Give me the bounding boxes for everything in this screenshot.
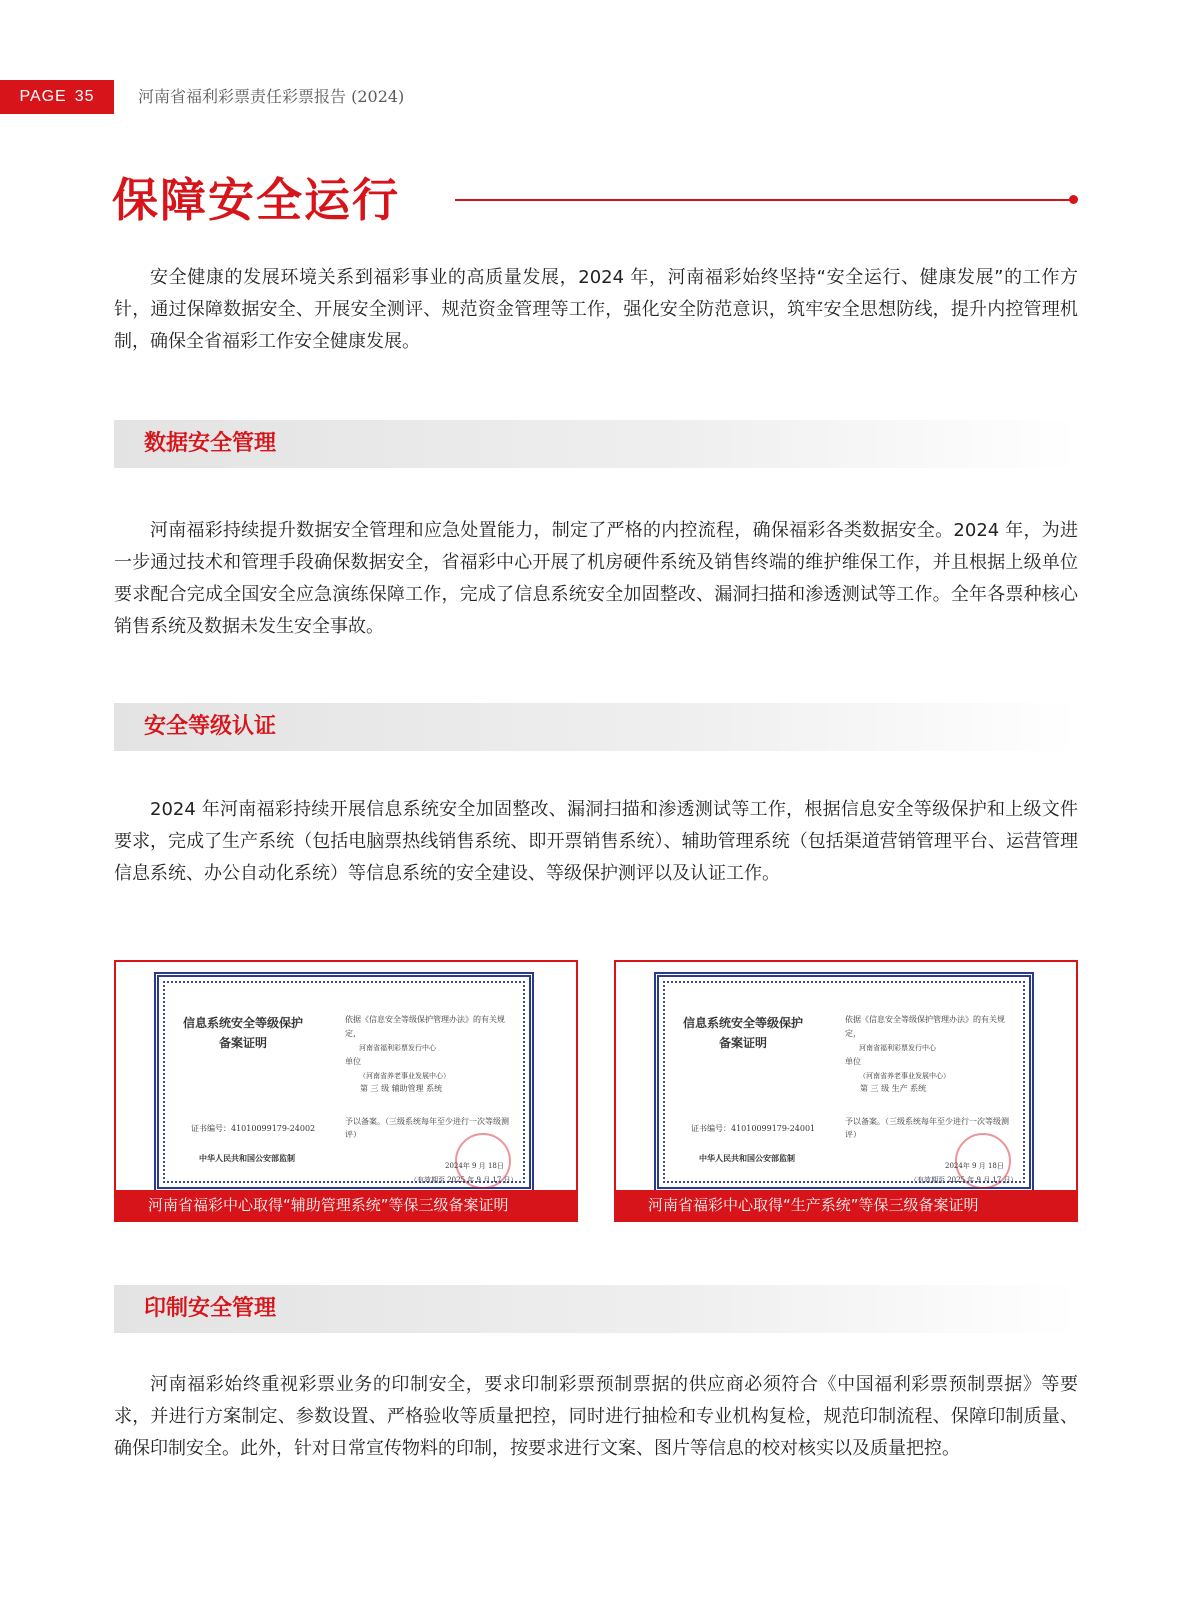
section-body: 2024 年河南福彩持续开展信息系统安全加固整改、漏洞扫描和渗透测试等工作，根据信息安全等级保护和上级文件要求，完成了生产系统（包括电脑票热线销售系统、即开票销售系统）、辅助管理系统（包括渠道营销管理平台、运营管理信息系统、办公自动化系统）等信息系统的安全建设、等级保护测评以及认证工作。 [114, 799, 1078, 884]
certificate-caption: 河南省福彩中心取得“生产系统”等保三级备案证明 [616, 1190, 1076, 1220]
title-rule-dot [1069, 195, 1078, 204]
cert-date: 2024年 9 月 18日 [445, 1162, 504, 1170]
page-number-tab [0, 80, 114, 114]
page-title: 保障安全运行 [112, 173, 400, 227]
section-bar-print-security [114, 1285, 1078, 1333]
certificate-card [114, 960, 578, 1222]
certificate-image [654, 972, 1034, 1192]
cert-issuer: 中华人民共和国公安部监制 [699, 1153, 795, 1163]
cert-valid-until: （有效期至 2025 年 9 月 17 日） [410, 1176, 518, 1184]
section-body: 河南福彩持续提升数据安全管理和应急处置能力，制定了严格的内控流程，确保福彩各类数据安全。2024 年，为进一步通过技术和管理手段确保数据安全，省福彩中心开展了机房硬件系统及销售终端的维护维保工作，并且根据上级单位要求配合完成全国安全应急演练保障工作，完成了信息系统安全加固整改、漏洞扫描和渗透测试等工作。全年各票种核心销售系统及数据未发生安全事故。 [114, 520, 1078, 637]
cert-number: 证书编号：41010099179-24001 [691, 1124, 816, 1133]
certificate-card [614, 960, 1078, 1222]
cert-record: 予以备案。（三级系统每年至少进行一次等级测评） [345, 1117, 509, 1139]
certificate-image [154, 972, 534, 1192]
section-heading: 数据安全管理 [144, 431, 277, 456]
cert-basis: 依据《信息安全等级保护管理办法》的有关规定， 河南省福利彩票发行中心 单位 （河南省养老事业发展中心） [345, 1015, 505, 1080]
report-title: 河南省福利彩票责任彩票报告 (2024) [138, 87, 405, 106]
page-number: 35 [74, 88, 95, 105]
cert-basis: 依据《信息安全等级保护管理办法》的有关规定， 河南省福利彩票发行中心 单位 （河南省养老事业发展中心） [845, 1015, 1005, 1080]
title-rule [455, 199, 1075, 201]
intro-paragraph: 安全健康的发展环境关系到福彩事业的高质量发展，2024 年，河南福彩始终坚持“安全运行、健康发展”的工作方针，通过保障数据安全、开展安全测评、规范资金管理等工作，强化安全防范意识，筑牢安全思想防线，提升内控管理机制，确保全省福彩工作安全健康发展。 [114, 267, 1078, 352]
section-heading: 印制安全管理 [144, 1296, 277, 1321]
section-heading: 安全等级认证 [144, 714, 277, 739]
cert-issuer: 中华人民共和国公安部监制 [199, 1153, 295, 1163]
cert-number: 证书编号：41010099179-24002 [191, 1124, 316, 1133]
cert-valid-until: （有效期至 2025 年 9 月 17 日） [910, 1176, 1018, 1184]
page-label: PAGE [19, 88, 67, 105]
cert-date: 2024年 9 月 18日 [945, 1162, 1004, 1170]
cert-title: 信息系统安全等级保护 备案证明 [183, 1016, 304, 1050]
section-bar-security-level [114, 703, 1078, 751]
cert-level: 第 三 级 生产 系统 [860, 1084, 927, 1093]
section-bar-data-security [114, 420, 1078, 468]
cert-title: 信息系统安全等级保护 备案证明 [683, 1016, 804, 1050]
section-body: 河南福彩始终重视彩票业务的印制安全，要求印制彩票预制票据的供应商必须符合《中国福利彩票预制票据》等要求，并进行方案制定、参数设置、严格验收等质量把控，同时进行抽检和专业机构复检，规范印制流程、保障印制质量、确保印制安全。此外，针对日常宣传物料的印制，按要求进行文案、图片等信息的校对核实以及质量把控。 [114, 1374, 1078, 1459]
cert-level: 第 三 级 辅助管理 系统 [360, 1084, 443, 1093]
cert-record: 予以备案。（三级系统每年至少进行一次等级测评） [845, 1117, 1009, 1139]
certificate-caption: 河南省福彩中心取得“辅助管理系统”等保三级备案证明 [116, 1190, 576, 1220]
